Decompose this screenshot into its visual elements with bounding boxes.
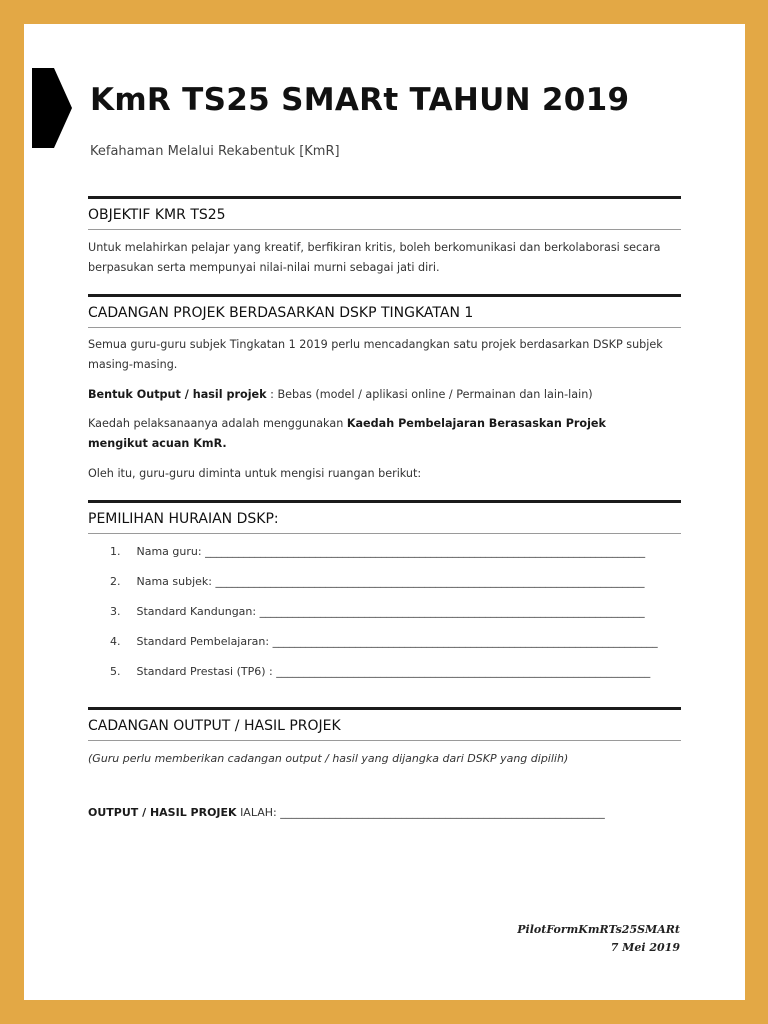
fill-line[interactable]: ______________________________________________________________________ [272,635,658,648]
text-line: Semua guru-guru subjek Tingkatan 1 2019 perlu mencadangkan satu projek berdasarkan DSKP subjek [88,338,663,351]
oleh-itu-text: Oleh itu, guru-guru diminta untuk mengisi ruangan berikut: [88,467,422,480]
list-item-standard-pembelajaran[interactable] [110,635,658,648]
kaedah-bold-text: mengikut acuan KmR. [88,437,227,450]
text-line: masing-masing. [88,358,178,371]
text-line: berpasukan serta mempunyai nilai-nilai murni sebagai jati diri. [88,261,440,274]
fill-line[interactable]: ________________________________________________________________________________ [205,545,646,558]
kaedah-prefix: Kaedah pelaksanaanya adalah menggunakan [88,417,344,430]
output-hasil-line[interactable] [88,806,605,819]
list-item-nama-subjek[interactable] [110,575,645,588]
signature-date: 7 Mei 2019 [610,941,680,954]
section-heading-label: OBJEKTIF KMR TS25 [88,207,226,223]
bentuk-output-label: Bentuk Output / hasil projek [88,388,267,401]
list-number: 2. [110,575,121,588]
fill-line[interactable]: ____________________________________________________________________ [276,665,651,678]
list-item-nama-guru[interactable] [110,545,645,558]
section-heading-label: CADANGAN OUTPUT / HASIL PROJEK [88,718,341,734]
fill-line[interactable]: ___________________________________________________________ [280,806,605,819]
field-label: Standard Pembelajaran: [136,635,270,648]
text-line: Untuk melahirkan pelajar yang kreatif, berfikiran kritis, boleh berkomunikasi dan berkolaborasi secara [88,241,661,254]
section-heading-label: PEMILIHAN HURAIAN DSKP: [88,511,279,527]
section-heading-label: CADANGAN PROJEK BERDASARKAN DSKP TINGKATAN 1 [88,305,474,321]
objektif-text [88,238,688,278]
field-label: Standard Prestasi (TP6) : [136,665,273,678]
list-number: 1. [110,545,121,558]
bentuk-output-value: : Bebas (model / aplikasi online / Permainan dan lain-lain) [270,388,593,401]
list-item-standard-kandungan[interactable] [110,605,645,618]
fill-line[interactable]: ______________________________________________________________________________ [215,575,645,588]
page-subtitle: Kefahaman Melalui Rekabentuk [KmR] [90,144,340,159]
cadangan-paragraph-1 [88,335,688,375]
list-number: 4. [110,635,121,648]
output-suffix: IALAH: [240,806,277,819]
section-heading-objektif [88,196,681,230]
section-heading-cadangan-projek [88,294,681,328]
field-label: Standard Kandungan: [136,605,257,618]
bookmark-tab-icon [32,68,92,148]
field-label: Nama guru: [136,545,202,558]
field-label: Nama subjek: [136,575,213,588]
kaedah-paragraph [88,414,688,454]
output-label: OUTPUT / HASIL PROJEK [88,806,237,819]
section-heading-cadangan-output [88,707,681,741]
signature-form-id: PilotFormKmRTs25SMARt [517,923,680,936]
list-number: 3. [110,605,121,618]
fill-line[interactable]: ______________________________________________________________________ [259,605,645,618]
page-title: KmR TS25 SMARt TAHUN 2019 [90,82,630,118]
section-heading-pemilihan [88,500,681,534]
guru-note: (Guru perlu memberikan cadangan output / hasil yang dijangka dari DSKP yang dipilih) [88,752,569,765]
kaedah-bold-text: Kaedah Pembelajaran Berasaskan Projek [346,417,606,430]
document-page [24,24,745,1000]
list-item-standard-prestasi[interactable] [110,665,650,678]
list-number: 5. [110,665,121,678]
bentuk-output-line [88,385,688,405]
